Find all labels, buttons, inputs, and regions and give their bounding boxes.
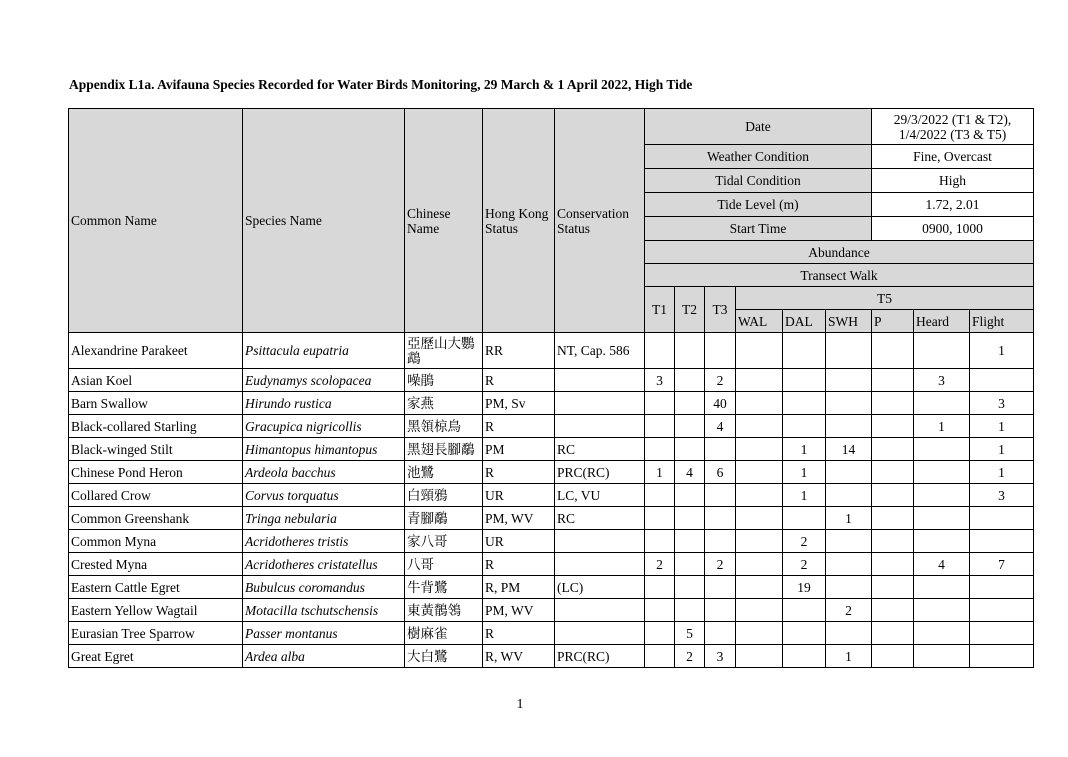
table-row xyxy=(69,507,1034,530)
t2-count-cell xyxy=(675,599,705,622)
heard-count-cell xyxy=(914,530,970,553)
hk-status-cell: PM, WV xyxy=(483,599,555,622)
header-flight: Flight xyxy=(970,310,1034,333)
header-p: P xyxy=(872,310,914,333)
header-transect-walk: Transect Walk xyxy=(645,264,1034,287)
hk-status-cell: R, PM xyxy=(483,576,555,599)
t2-count-cell xyxy=(675,369,705,392)
t2-count-cell xyxy=(675,438,705,461)
t1-count-cell xyxy=(645,415,675,438)
common-name-cell: Chinese Pond Heron xyxy=(69,461,243,484)
p-count-cell xyxy=(872,369,914,392)
dal-count-cell xyxy=(783,392,826,415)
wal-count-cell xyxy=(736,622,783,645)
dal-count-cell: 1 xyxy=(783,438,826,461)
table-row xyxy=(69,622,1034,645)
species-name-cell: Passer montanus xyxy=(243,622,405,645)
swh-count-cell xyxy=(826,333,872,369)
table-row xyxy=(69,530,1034,553)
common-name-cell: Collared Crow xyxy=(69,484,243,507)
t1-count-cell xyxy=(645,599,675,622)
wal-count-cell xyxy=(736,333,783,369)
t2-count-cell: 5 xyxy=(675,622,705,645)
t1-count-cell xyxy=(645,530,675,553)
common-name-cell: Alexandrine Parakeet xyxy=(69,333,243,369)
flight-count-cell: 7 xyxy=(970,553,1034,576)
t1-count-cell xyxy=(645,333,675,369)
species-name-cell: Ardea alba xyxy=(243,645,405,668)
chinese-name-cell: 牛背鷺 xyxy=(405,576,483,599)
flight-count-cell xyxy=(970,599,1034,622)
conservation-status-cell xyxy=(555,369,645,392)
t2-count-cell xyxy=(675,576,705,599)
heard-count-cell: 4 xyxy=(914,553,970,576)
heard-count-cell: 1 xyxy=(914,415,970,438)
t1-count-cell xyxy=(645,507,675,530)
chinese-name-cell: 亞歷山大鸚鵡 xyxy=(405,333,483,369)
hk-status-cell: PM, Sv xyxy=(483,392,555,415)
chinese-name-cell: 白頸鴉 xyxy=(405,484,483,507)
wal-count-cell xyxy=(736,599,783,622)
species-table xyxy=(68,108,1034,668)
header-hk-status: Hong Kong Status xyxy=(483,109,555,333)
species-name-cell: Tringa nebularia xyxy=(243,507,405,530)
common-name-cell: Crested Myna xyxy=(69,553,243,576)
dal-count-cell: 2 xyxy=(783,553,826,576)
conservation-status-cell: LC, VU xyxy=(555,484,645,507)
header-start-time-label: Start Time xyxy=(645,217,872,241)
t1-count-cell: 1 xyxy=(645,461,675,484)
conservation-status-cell: NT, Cap. 586 xyxy=(555,333,645,369)
date-value: 29/3/2022 (T1 & T2), 1/4/2022 (T3 & T5) xyxy=(872,109,1034,145)
flight-count-cell: 1 xyxy=(970,333,1034,369)
p-count-cell xyxy=(872,484,914,507)
p-count-cell xyxy=(872,438,914,461)
header-t5: T5 xyxy=(736,287,1034,310)
header-chinese-name: Chinese Name xyxy=(405,109,483,333)
dal-count-cell: 1 xyxy=(783,461,826,484)
swh-count-cell xyxy=(826,461,872,484)
swh-count-cell xyxy=(826,415,872,438)
flight-count-cell: 3 xyxy=(970,484,1034,507)
weather-value: Fine, Overcast xyxy=(872,145,1034,169)
swh-count-cell: 1 xyxy=(826,645,872,668)
t3-count-cell xyxy=(705,576,736,599)
flight-count-cell xyxy=(970,507,1034,530)
t3-count-cell xyxy=(705,530,736,553)
p-count-cell xyxy=(872,622,914,645)
t1-count-cell xyxy=(645,438,675,461)
dal-count-cell xyxy=(783,645,826,668)
flight-count-cell xyxy=(970,530,1034,553)
species-name-cell: Motacilla tschutschensis xyxy=(243,599,405,622)
conservation-status-cell xyxy=(555,599,645,622)
chinese-name-cell: 家八哥 xyxy=(405,530,483,553)
table-row xyxy=(69,599,1034,622)
p-count-cell xyxy=(872,576,914,599)
wal-count-cell xyxy=(736,553,783,576)
heard-count-cell: 3 xyxy=(914,369,970,392)
header-t3: T3 xyxy=(705,287,736,333)
heard-count-cell xyxy=(914,438,970,461)
table-row xyxy=(69,392,1034,415)
common-name-cell: Black-winged Stilt xyxy=(69,438,243,461)
wal-count-cell xyxy=(736,507,783,530)
hk-status-cell: UR xyxy=(483,484,555,507)
wal-count-cell xyxy=(736,530,783,553)
t3-count-cell xyxy=(705,484,736,507)
species-name-cell: Ardeola bacchus xyxy=(243,461,405,484)
table-row xyxy=(69,645,1034,668)
t1-count-cell: 3 xyxy=(645,369,675,392)
hk-status-cell: R xyxy=(483,622,555,645)
t3-count-cell xyxy=(705,622,736,645)
header-tide-level-label: Tide Level (m) xyxy=(645,193,872,217)
conservation-status-cell: RC xyxy=(555,438,645,461)
common-name-cell: Asian Koel xyxy=(69,369,243,392)
common-name-cell: Eastern Yellow Wagtail xyxy=(69,599,243,622)
hk-status-cell: RR xyxy=(483,333,555,369)
chinese-name-cell: 黑翅長腳鷸 xyxy=(405,438,483,461)
species-name-cell: Gracupica nigricollis xyxy=(243,415,405,438)
header-tidal-label: Tidal Condition xyxy=(645,169,872,193)
species-name-cell: Himantopus himantopus xyxy=(243,438,405,461)
species-name-cell: Hirundo rustica xyxy=(243,392,405,415)
t3-count-cell xyxy=(705,507,736,530)
t3-count-cell: 2 xyxy=(705,369,736,392)
dal-count-cell xyxy=(783,622,826,645)
tide-level-value: 1.72, 2.01 xyxy=(872,193,1034,217)
t1-count-cell xyxy=(645,645,675,668)
chinese-name-cell: 噪鵑 xyxy=(405,369,483,392)
t3-count-cell xyxy=(705,599,736,622)
conservation-status-cell: PRC(RC) xyxy=(555,461,645,484)
hk-status-cell: R xyxy=(483,415,555,438)
p-count-cell xyxy=(872,530,914,553)
conservation-status-cell xyxy=(555,530,645,553)
t2-count-cell xyxy=(675,415,705,438)
p-count-cell xyxy=(872,461,914,484)
species-name-cell: Eudynamys scolopacea xyxy=(243,369,405,392)
common-name-cell: Common Greenshank xyxy=(69,507,243,530)
common-name-cell: Eurasian Tree Sparrow xyxy=(69,622,243,645)
hk-status-cell: PM xyxy=(483,438,555,461)
t1-count-cell xyxy=(645,484,675,507)
chinese-name-cell: 池鷺 xyxy=(405,461,483,484)
flight-count-cell xyxy=(970,576,1034,599)
t2-count-cell xyxy=(675,392,705,415)
p-count-cell xyxy=(872,553,914,576)
heard-count-cell xyxy=(914,333,970,369)
t2-count-cell xyxy=(675,484,705,507)
heard-count-cell xyxy=(914,645,970,668)
chinese-name-cell: 樹麻雀 xyxy=(405,622,483,645)
page-number: 1 xyxy=(516,697,524,712)
dal-count-cell: 1 xyxy=(783,484,826,507)
flight-count-cell xyxy=(970,622,1034,645)
wal-count-cell xyxy=(736,645,783,668)
heard-count-cell xyxy=(914,576,970,599)
table-row xyxy=(69,576,1034,599)
flight-count-cell xyxy=(970,645,1034,668)
header-date-label: Date xyxy=(645,109,872,145)
wal-count-cell xyxy=(736,484,783,507)
t3-count-cell: 4 xyxy=(705,415,736,438)
conservation-status-cell xyxy=(555,415,645,438)
header-swh: SWH xyxy=(826,310,872,333)
dal-count-cell: 2 xyxy=(783,530,826,553)
t3-count-cell: 6 xyxy=(705,461,736,484)
t1-count-cell xyxy=(645,392,675,415)
header-wal: WAL xyxy=(736,310,783,333)
conservation-status-cell: PRC(RC) xyxy=(555,645,645,668)
heard-count-cell xyxy=(914,599,970,622)
species-name-cell: Bubulcus coromandus xyxy=(243,576,405,599)
heard-count-cell xyxy=(914,484,970,507)
t2-count-cell: 4 xyxy=(675,461,705,484)
table-row xyxy=(69,461,1034,484)
wal-count-cell xyxy=(736,461,783,484)
header-t2: T2 xyxy=(675,287,705,333)
wal-count-cell xyxy=(736,369,783,392)
table-row xyxy=(69,553,1034,576)
species-name-cell: Corvus torquatus xyxy=(243,484,405,507)
table-row xyxy=(69,333,1034,369)
table-row xyxy=(69,415,1034,438)
t3-count-cell: 40 xyxy=(705,392,736,415)
table-body xyxy=(69,109,1034,668)
header-heard: Heard xyxy=(914,310,970,333)
table-row xyxy=(69,484,1034,507)
conservation-status-cell: (LC) xyxy=(555,576,645,599)
common-name-cell: Barn Swallow xyxy=(69,392,243,415)
swh-count-cell xyxy=(826,484,872,507)
hk-status-cell: R, WV xyxy=(483,645,555,668)
p-count-cell xyxy=(872,333,914,369)
p-count-cell xyxy=(872,392,914,415)
t3-count-cell xyxy=(705,333,736,369)
wal-count-cell xyxy=(736,438,783,461)
table-row xyxy=(69,369,1034,392)
flight-count-cell: 1 xyxy=(970,461,1034,484)
heard-count-cell xyxy=(914,622,970,645)
common-name-cell: Great Egret xyxy=(69,645,243,668)
header-abundance: Abundance xyxy=(645,241,1034,264)
dal-count-cell: 19 xyxy=(783,576,826,599)
hk-status-cell: R xyxy=(483,553,555,576)
heard-count-cell xyxy=(914,392,970,415)
swh-count-cell xyxy=(826,392,872,415)
dal-count-cell xyxy=(783,333,826,369)
flight-count-cell xyxy=(970,369,1034,392)
t1-count-cell xyxy=(645,622,675,645)
common-name-cell: Common Myna xyxy=(69,530,243,553)
species-name-cell: Acridotheres cristatellus xyxy=(243,553,405,576)
t3-count-cell: 3 xyxy=(705,645,736,668)
document-title: Appendix L1a. Avifauna Species Recorded for Water Birds Monitoring, 29 March & 1 April 2022, High Tide xyxy=(69,77,693,92)
dal-count-cell xyxy=(783,507,826,530)
hk-status-cell: R xyxy=(483,369,555,392)
common-name-cell: Black-collared Starling xyxy=(69,415,243,438)
header-species-name: Species Name xyxy=(243,109,405,333)
swh-count-cell xyxy=(826,576,872,599)
chinese-name-cell: 八哥 xyxy=(405,553,483,576)
chinese-name-cell: 東黃鶺鴒 xyxy=(405,599,483,622)
swh-count-cell xyxy=(826,622,872,645)
p-count-cell xyxy=(872,507,914,530)
t3-count-cell xyxy=(705,438,736,461)
p-count-cell xyxy=(872,645,914,668)
tidal-value: High xyxy=(872,169,1034,193)
header-weather-label: Weather Condition xyxy=(645,145,872,169)
wal-count-cell xyxy=(736,576,783,599)
conservation-status-cell: RC xyxy=(555,507,645,530)
species-name-cell: Psittacula eupatria xyxy=(243,333,405,369)
t2-count-cell: 2 xyxy=(675,645,705,668)
dal-count-cell xyxy=(783,369,826,392)
swh-count-cell: 1 xyxy=(826,507,872,530)
p-count-cell xyxy=(872,415,914,438)
header-t1: T1 xyxy=(645,287,675,333)
start-time-value: 0900, 1000 xyxy=(872,217,1034,241)
swh-count-cell: 2 xyxy=(826,599,872,622)
header-dal: DAL xyxy=(783,310,826,333)
wal-count-cell xyxy=(736,392,783,415)
conservation-status-cell xyxy=(555,622,645,645)
wal-count-cell xyxy=(736,415,783,438)
p-count-cell xyxy=(872,599,914,622)
t1-count-cell: 2 xyxy=(645,553,675,576)
header-conservation-status: Conservation Status xyxy=(555,109,645,333)
flight-count-cell: 3 xyxy=(970,392,1034,415)
dal-count-cell xyxy=(783,415,826,438)
conservation-status-cell xyxy=(555,392,645,415)
header-common-name: Common Name xyxy=(69,109,243,333)
chinese-name-cell: 黑領椋鳥 xyxy=(405,415,483,438)
conservation-status-cell xyxy=(555,553,645,576)
hk-status-cell: UR xyxy=(483,530,555,553)
table-row xyxy=(69,438,1034,461)
flight-count-cell: 1 xyxy=(970,415,1034,438)
chinese-name-cell: 家燕 xyxy=(405,392,483,415)
t2-count-cell xyxy=(675,507,705,530)
t2-count-cell xyxy=(675,553,705,576)
chinese-name-cell: 大白鷺 xyxy=(405,645,483,668)
t1-count-cell xyxy=(645,576,675,599)
t2-count-cell xyxy=(675,530,705,553)
dal-count-cell xyxy=(783,599,826,622)
common-name-cell: Eastern Cattle Egret xyxy=(69,576,243,599)
swh-count-cell xyxy=(826,530,872,553)
chinese-name-cell: 青腳鷸 xyxy=(405,507,483,530)
swh-count-cell: 14 xyxy=(826,438,872,461)
hk-status-cell: PM, WV xyxy=(483,507,555,530)
heard-count-cell xyxy=(914,461,970,484)
flight-count-cell: 1 xyxy=(970,438,1034,461)
t2-count-cell xyxy=(675,333,705,369)
heard-count-cell xyxy=(914,507,970,530)
swh-count-cell xyxy=(826,369,872,392)
species-name-cell: Acridotheres tristis xyxy=(243,530,405,553)
swh-count-cell xyxy=(826,553,872,576)
hk-status-cell: R xyxy=(483,461,555,484)
t3-count-cell: 2 xyxy=(705,553,736,576)
